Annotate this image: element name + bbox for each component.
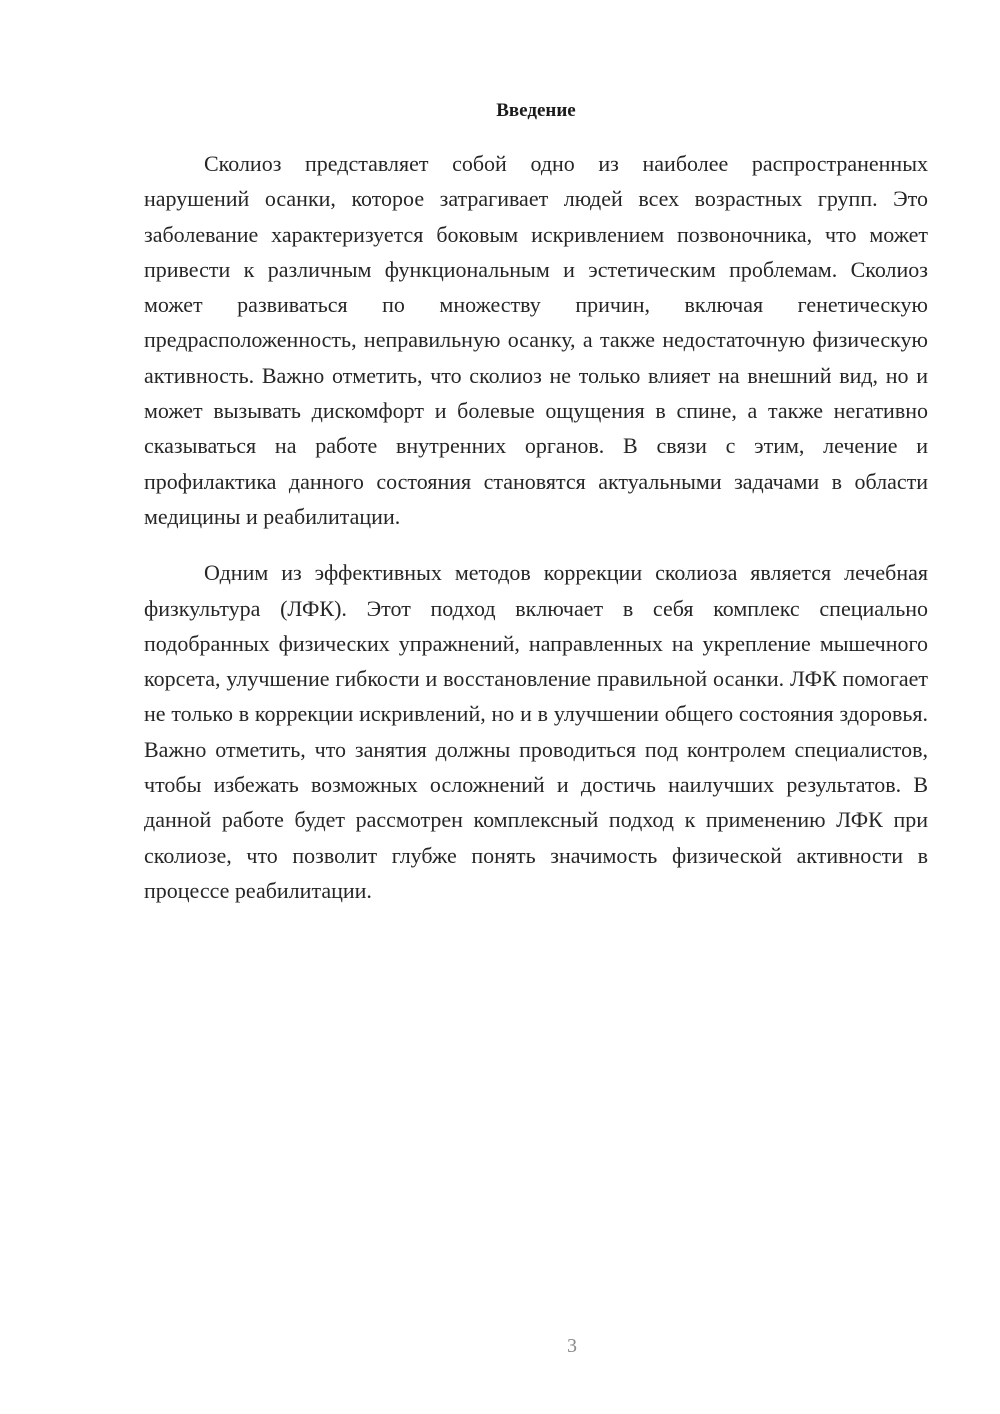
paragraph-lfk: Одним из эффективных методов коррекции сколиоза является лечебная физкультура (ЛФК). Этот подход включает в себя комплекс специально подобранных физических упражнений, направленных на укрепление мышечного корсета, улучшение гибкости и восстановление правильной осанки. ЛФК помогает не только в коррекции искривлений, но и в улучшении общего состояния здоровья. Важно отметить, что занятия должны проводиться под контролем специалистов, чтобы избежать возможных осложнений и достичь наилучших результатов. В данной работе будет рассмотрен комплексный подход к применению ЛФК при сколиозе, что позволит глубже понять значимость физической активности в процессе реабилитации. — [144, 560, 928, 903]
paragraph-intro: Сколиоз представляет собой одно из наиболее распространенных нарушений осанки, которое затрагивает людей всех возрастных групп. Это заболевание характеризуется боковым искривлением позвоночника, что может привести к различным функциональным и эстетическим проблемам. Сколиоз может развиваться по множеству причин, включая генетическую предрасположенность, неправильную осанку, а также недостаточную физическую активность. Важно отметить, что сколиоз не только влияет на внешний вид, но и может вызывать дискомфорт и болевые ощущения в спине, а также негативно сказываться на работе внутренних органов. В связи с этим, лечение и профилактика данного состояния становятся актуальными задачами в области медицины и реабилитации. — [144, 151, 928, 529]
document-body — [144, 146, 928, 908]
page-number: 3 — [567, 1335, 577, 1357]
page-title: Введение — [496, 100, 576, 121]
